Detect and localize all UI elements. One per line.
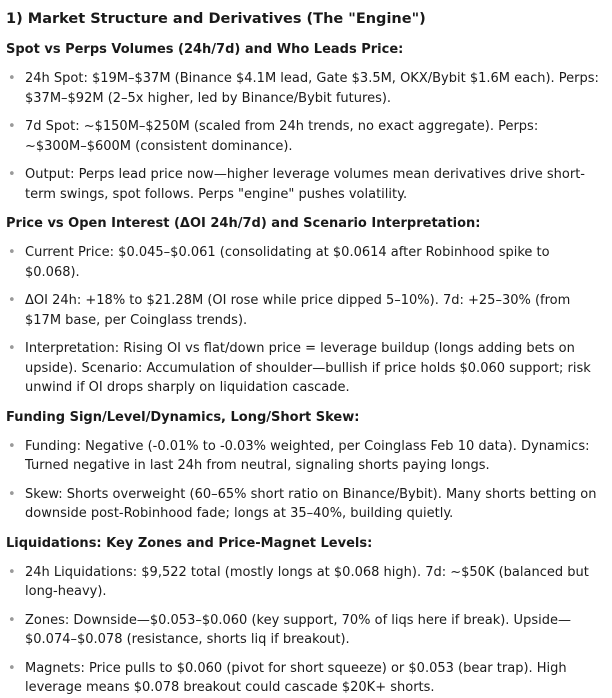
bullet-dot-icon: • — [8, 660, 16, 676]
list-item — [6, 165, 600, 204]
list-item-text: Interpretation: Rising OI vs flat/down price = leverage buildup (longs adding bets on upside). Scenario: Accumulation of shoulder—bullish if price holds $0.060 support; risk unwind if OI drops sharply on liquidation cascade. — [25, 341, 591, 395]
bullet-list — [6, 437, 600, 524]
list-item — [6, 611, 600, 650]
bullet-dot-icon: • — [8, 293, 16, 308]
list-item — [6, 243, 600, 282]
section-heading: Price vs Open Interest (ΔOI 24h/7d) and Scenario Interpretation: — [6, 216, 481, 231]
section-funding-skew — [6, 409, 600, 524]
list-item-text: Zones: Downside—$0.053–$0.060 (key support, 70% of liqs here if break). Upside—$0.074–$0.078 (resistance, shorts liq if breakout). — [25, 612, 571, 647]
bullet-dot-icon: • — [8, 486, 16, 502]
list-item-text: 24h Liquidations: $9,522 total (mostly longs at $0.068 high). 7d: ~$50K (balanced but long-heavy). — [25, 564, 589, 599]
bullet-dot-icon: • — [8, 438, 16, 454]
list-item — [6, 659, 600, 698]
bullet-dot-icon: • — [8, 71, 16, 86]
section-heading: Funding Sign/Level/Dynamics, Long/Short Skew: — [6, 409, 360, 425]
document-title: 1) Market Structure and Derivatives (The "Engine") — [6, 11, 426, 27]
list-item-text: Current Price: $0.045–$0.061 (consolidating at $0.0614 after Robinhood spike to $0.068). — [25, 245, 550, 280]
section-price-vs-oi — [6, 215, 600, 398]
list-item-text: Output: Perps lead price now—higher leverage volumes mean derivatives drive short-term swings, spot follows. Perps "engine" pushes volatility. — [25, 167, 585, 202]
section-heading: Spot vs Perps Volumes (24h/7d) and Who Leads Price: — [6, 42, 404, 57]
list-item-text: 24h Spot: $19M–$37M (Binance $4.1M lead, Gate $3.5M, OKX/Bybit $1.6M each). Perps: $37M–$92M (2–5x higher, led by Binance/Bybit futures). — [25, 71, 599, 106]
list-item-text: ΔOI 24h: +18% to $21.28M (OI rose while price dipped 5–10%). 7d: +25–30% (from $17M base, per Coinglass trends). — [25, 293, 571, 328]
bullet-dot-icon: • — [8, 564, 16, 580]
bullet-dot-icon: • — [8, 245, 16, 260]
bullet-dot-icon: • — [8, 341, 16, 356]
section-liquidations — [6, 535, 600, 698]
section-heading: Liquidations: Key Zones and Price-Magnet Levels: — [6, 535, 373, 551]
list-item — [6, 117, 600, 156]
bullet-list — [6, 563, 600, 698]
bullet-dot-icon: • — [8, 119, 16, 134]
list-item-text: 7d Spot: ~$150M–$250M (scaled from 24h trends, no exact aggregate). Perps: ~$300M–$600M (consistent dominance). — [25, 119, 539, 154]
bullet-dot-icon: • — [8, 167, 16, 182]
list-item-text: Magnets: Price pulls to $0.060 (pivot for short squeeze) or $0.053 (bear trap). High leverage means $0.078 breakout could cascade $20K+ shorts. — [25, 660, 567, 695]
list-item — [6, 69, 600, 108]
list-item-text: Funding: Negative (-0.01% to -0.03% weighted, per Coinglass Feb 10 data). Dynamics: Turned negative in last 24h from neutral, signaling shorts paying longs. — [25, 438, 590, 473]
list-item — [6, 339, 600, 398]
list-item-text: Skew: Shorts overweight (60–65% short ratio on Binance/Bybit). Many shorts betting on downside post-Robinhood fade; longs at 35–40%, building quietly. — [25, 486, 597, 521]
list-item — [6, 437, 600, 476]
list-item — [6, 485, 600, 524]
bullet-list — [6, 243, 600, 398]
bullet-list — [6, 69, 600, 204]
list-item — [6, 563, 600, 602]
list-item — [6, 291, 600, 330]
bullet-dot-icon: • — [8, 612, 16, 628]
section-spot-vs-perps — [6, 41, 600, 204]
